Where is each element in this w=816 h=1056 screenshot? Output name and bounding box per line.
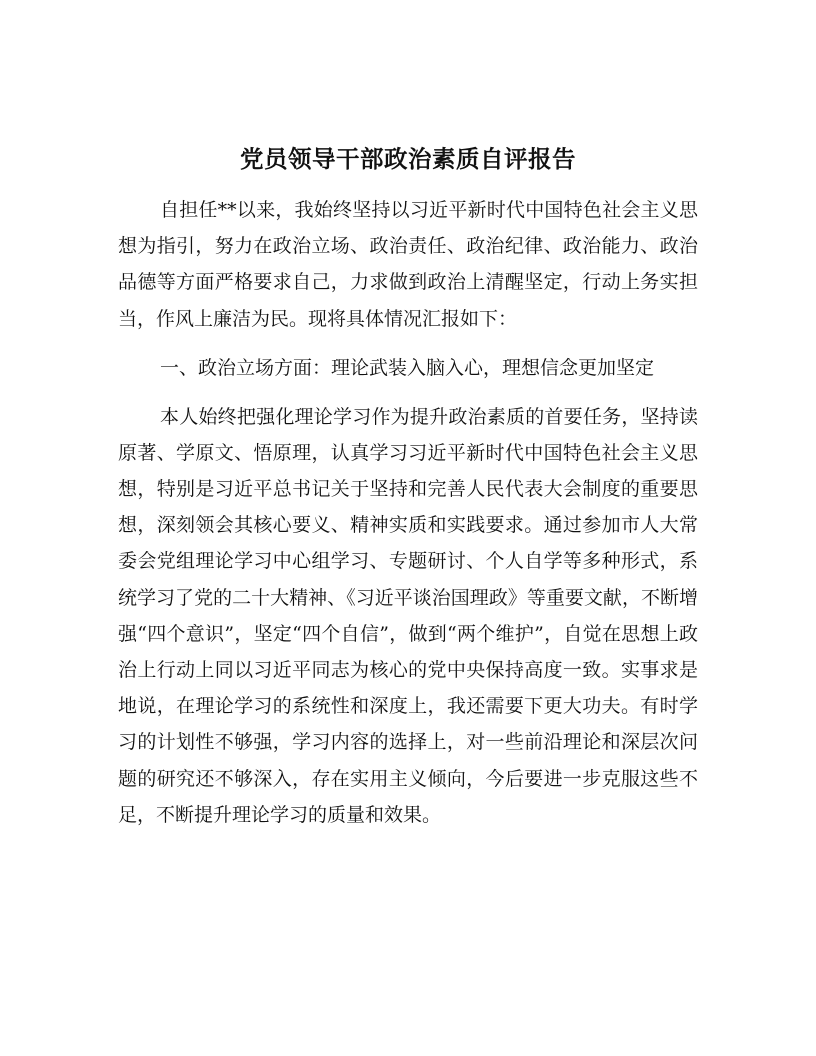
document-title: 党员领导干部政治素质自评报告	[240, 145, 576, 173]
document-body	[118, 192, 698, 833]
section-heading-political-stance: 一、政治立场方面：理论武装入脑入心，理想信念更加坚定	[160, 356, 655, 379]
paragraph-intro: 自担任**以来，我始终坚持以习近平新时代中国特色社会主义思想为指引，努力在政治立场、政治责任、政治纪律、政治能力、政治品德等方面严格要求自己，力求做到政治上清醒坚定，行动上务实担当，作风上廉洁为民。现将具体情况汇报如下：	[118, 199, 698, 330]
paragraph-theory-study: 本人始终把强化理论学习作为提升政治素质的首要任务，坚持读原著、学原文、悟原理，认真学习习近平新时代中国特色社会主义思想，特别是习近平总书记关于坚持和完善人民代表大会制度的重要思想，深刻领会其核心要义、精神实质和实践要求。通过参加市人大常委会党组理论学习中心组学习、专题研讨、个人自学等多种形式，系统学习了党的二十大精神、《习近平谈治国理政》等重要文献，不断增强“四个意识”，坚定“四个自信”，做到“两个维护”，自觉在思想上政治上行动上同以习近平同志为核心的党中央保持高度一致。实事求是地说，在理论学习的系统性和深度上，我还需要下更大功夫。有时学习的计划性不够强，学习内容的选择上，对一些前沿理论和深层次问题的研究还不够深入，存在实用主义倾向，今后要进一步克服这些不足，不断提升理论学习的质量和效果。	[118, 405, 698, 826]
